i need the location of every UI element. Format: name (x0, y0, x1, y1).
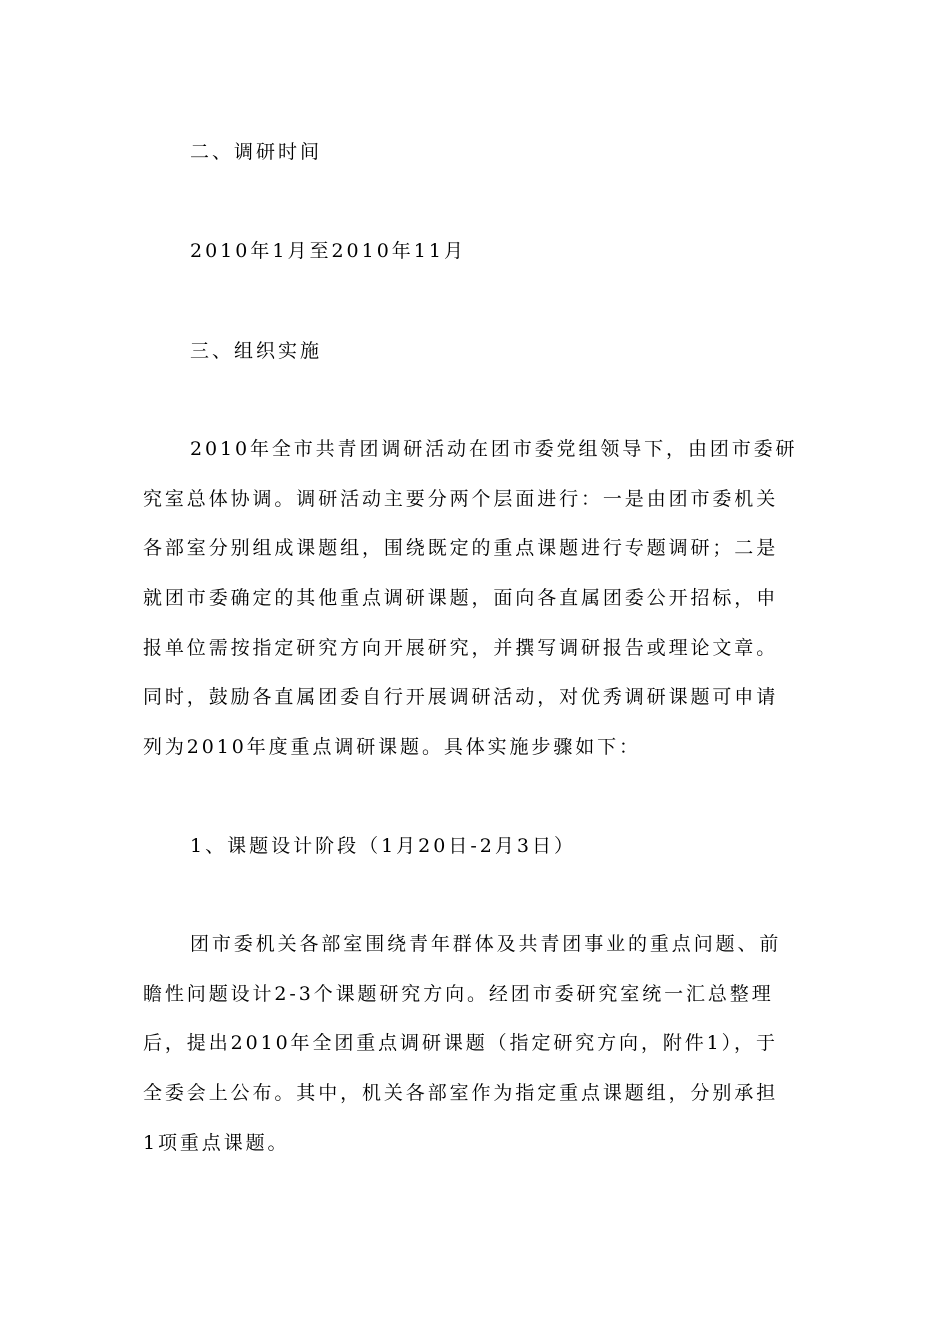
paragraph-line: 各部室分别组成课题组，围绕既定的重点课题进行专题调研；二是 (143, 537, 779, 560)
paragraph-line: 全委会上公布。其中，机关各部室作为指定重点课题组，分别承担 (143, 1082, 779, 1105)
section-heading-organization: 三、组织实施 (190, 340, 323, 362)
research-time-text: 2010年1月至2010年11月 (190, 240, 466, 262)
section-heading-research-time: 二、调研时间 (190, 141, 323, 163)
step1-heading: 1、课题设计阶段（1月20日-2月3日） (190, 835, 576, 857)
paragraph-line: 团市委机关各部室围绕青年群体及共青团事业的重点问题、前 (190, 933, 782, 955)
paragraph-line: 究室总体协调。调研活动主要分两个层面进行：一是由团市委机关 (143, 487, 779, 510)
organization-paragraph (143, 425, 808, 773)
paragraph-line: 后，提出2010年全团重点调研课题（指定研究方向，附件1），于 (143, 1032, 778, 1055)
paragraph-line: 瞻性问题设计2-3个课题研究方向。经团市委研究室统一汇总整理 (143, 982, 774, 1005)
paragraph-line: 报单位需按指定研究方向开展研究，并撰写调研报告或理论文章。 (143, 636, 779, 659)
paragraph-line: 同时，鼓励各直属团委自行开展调研活动，对优秀调研课题可申请 (143, 686, 779, 709)
paragraph-line: 2010年全市共青团调研活动在团市委党组领导下，由团市委研 (190, 438, 798, 460)
paragraph-line: 1项重点课题。 (143, 1131, 290, 1154)
paragraph-line: 列为2010年度重点调研课题。具体实施步骤如下： (143, 736, 641, 759)
paragraph-line: 就团市委确定的其他重点调研课题，面向各直属团委公开招标，申 (143, 587, 779, 610)
step1-paragraph (143, 920, 808, 1168)
